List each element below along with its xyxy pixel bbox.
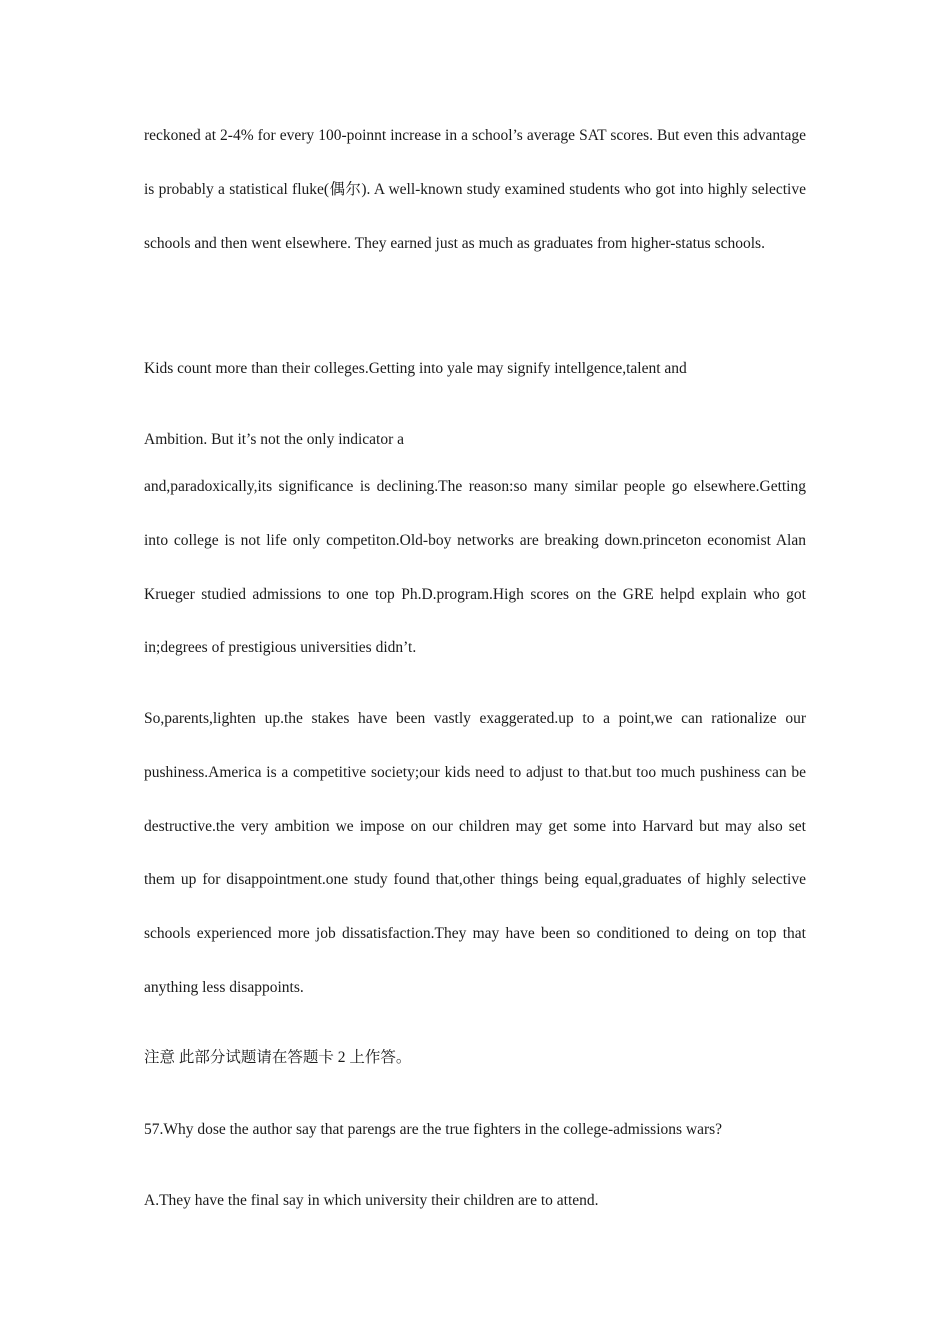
passage-paragraph-2-line-2 bbox=[144, 430, 806, 450]
passage-paragraph-3 bbox=[144, 460, 806, 675]
passage-paragraph-1 bbox=[144, 109, 806, 270]
option-text: A.They have the final say in which university their children are to attend. bbox=[144, 1192, 599, 1209]
paragraph-line: Kids count more than their colleges.Getting into yale may signify intellgence,talent and bbox=[144, 360, 687, 377]
answer-sheet-note bbox=[144, 1048, 806, 1068]
paragraph-text: So,parents,lighten up.the stakes have been vastly exaggerated.up to a point,we can rationalize our pushiness.America is a competitive society;our kids need to adjust to that.but too much pushiness can be destructive.the very ambition we impose on our children may get some into Harvard but may also set them up for disappointment.one study found that,other things being equal,graduates of highly selective schools experienced more job dissatisfaction.They may have been so conditioned to deing on top that anything less disappoints. bbox=[144, 710, 806, 996]
question-57-option-a bbox=[144, 1191, 806, 1211]
paragraph-text: reckoned at 2-4% for every 100-poinnt increase in a school’s average SAT scores. But even this advantage is probably a statistical fluke(偶尔). A well-known study examined students who got into highly selective schools and then went elsewhere. They earned just as much as graduates from higher-status schools. bbox=[144, 127, 806, 252]
paragraph-line: Ambition. But it’s not the only indicator a bbox=[144, 431, 405, 448]
note-text: 注意 此部分试题请在答题卡 2 上作答。 bbox=[144, 1049, 412, 1066]
passage-paragraph-4 bbox=[144, 692, 806, 1015]
question-stem: 57.Why dose the author say that parengs are the true fighters in the college-admissions wars? bbox=[144, 1121, 723, 1138]
question-57 bbox=[144, 1120, 806, 1140]
paragraph-text: and,paradoxically,its significance is declining.The reason:so many similar people go elsewhere.Getting into college is not life only competiton.Old-boy networks are breaking down.princeton economist Alan Krueger studied admissions to one top Ph.D.program.High scores on the GRE helpd explain who got in;degrees of prestigious universities didn’t. bbox=[144, 478, 806, 657]
passage-paragraph-2-line-1 bbox=[144, 359, 806, 379]
